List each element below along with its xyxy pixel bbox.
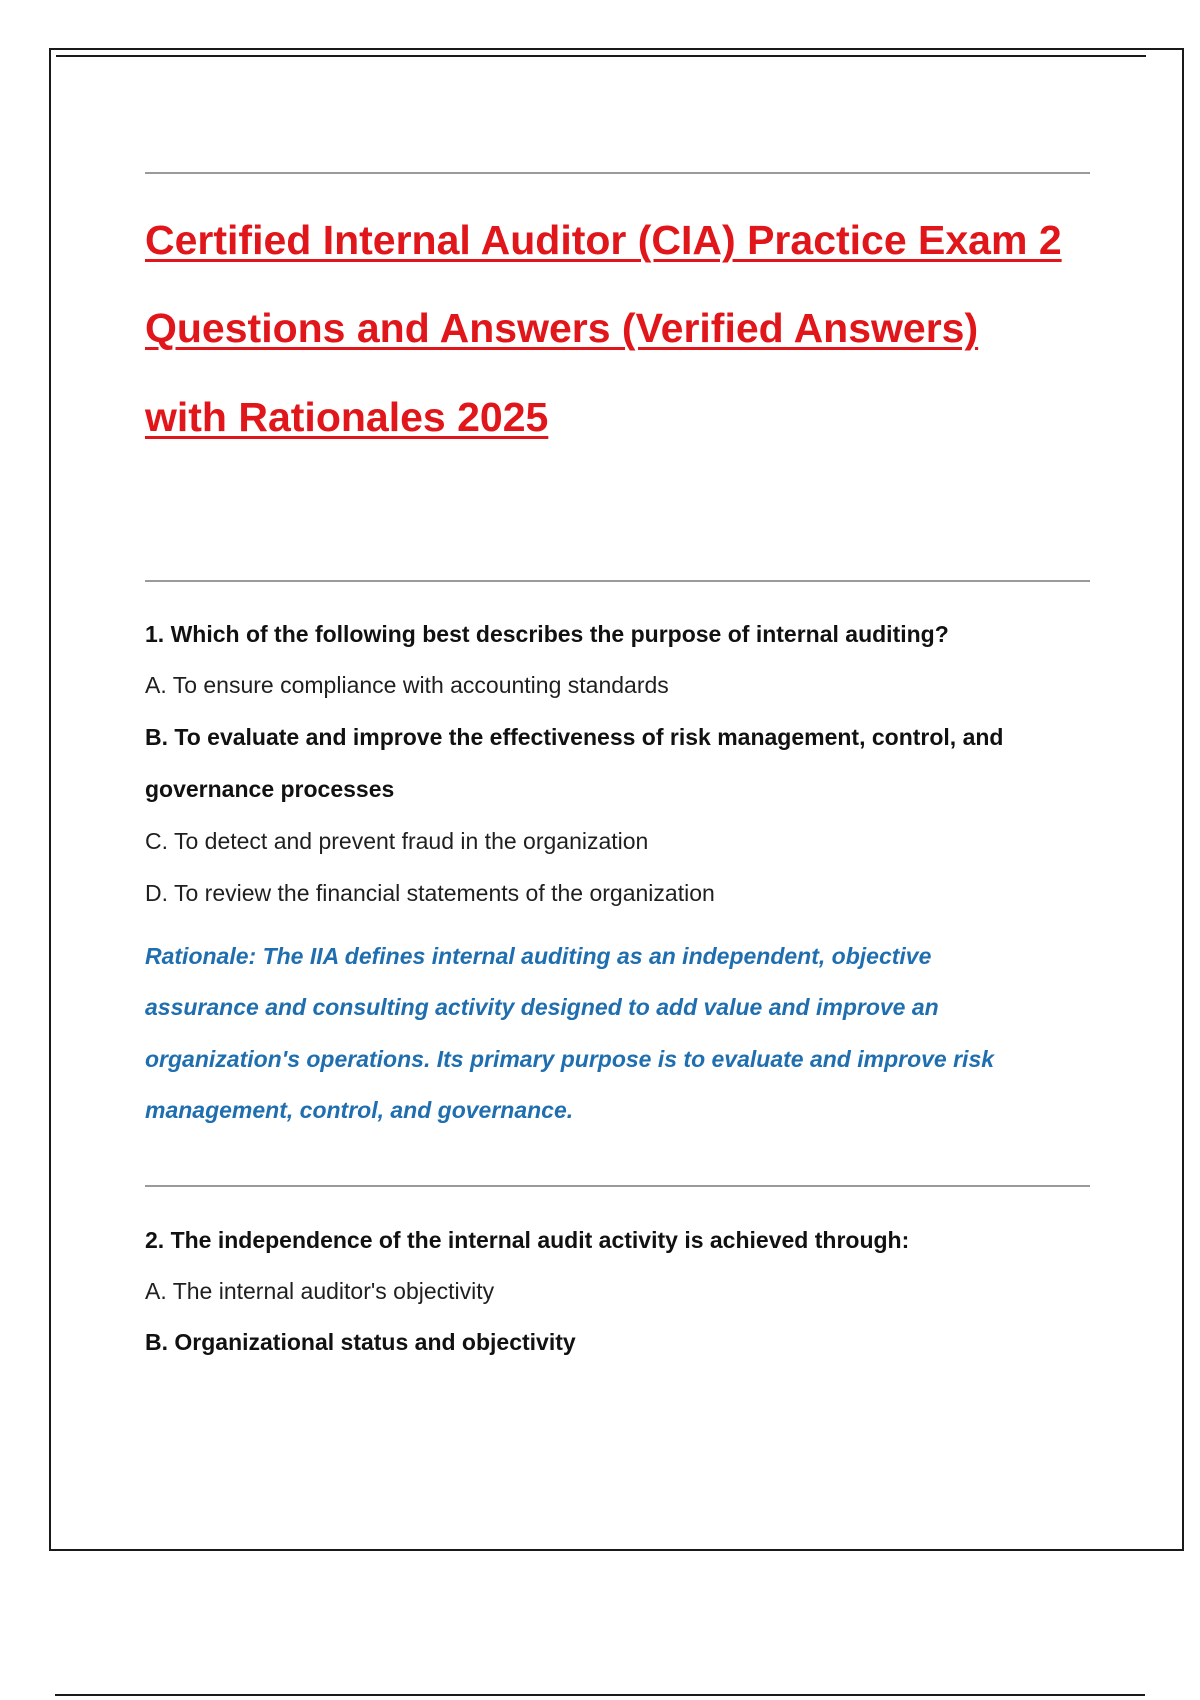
document-title-line-3: with Rationales 2025: [145, 394, 549, 440]
question-1-rationale-line-2: assurance and consulting activity designed to add value and improve an: [145, 994, 939, 1020]
question-1-option-d: D. To review the financial statements of the organization: [145, 880, 715, 906]
question-2-option-b: B. Organizational status and objectivity: [145, 1329, 576, 1355]
frame-top-rule: [56, 55, 1146, 57]
bottom-page-rule: [55, 1694, 1145, 1696]
title-top-divider: [145, 172, 1090, 174]
question-2-option-a: A. The internal auditor's objectivity: [145, 1278, 495, 1304]
question-1-text: 1. Which of the following best describes the purpose of internal auditing?: [145, 621, 949, 647]
question-1-rationale-line-3: organization's operations. Its primary purpose is to evaluate and improve risk: [145, 1046, 995, 1072]
document-title-line-1: Certified Internal Auditor (CIA) Practice Exam 2: [145, 217, 1062, 263]
question-1-option-a: A. To ensure compliance with accounting standards: [145, 672, 669, 698]
title-bottom-divider: [145, 580, 1090, 582]
question-1-rationale-line-1: Rationale: The IIA defines internal auditing as an independent, objective: [145, 943, 932, 969]
question-1-option-c: C. To detect and prevent fraud in the organization: [145, 828, 649, 854]
question-1-option-b-line-2: governance processes: [145, 776, 395, 802]
question-1-option-b-line-1: B. To evaluate and improve the effectiveness of risk management, control, and: [145, 724, 1004, 750]
document-title-line-2: Questions and Answers (Verified Answers): [145, 305, 979, 351]
question-2-text: 2. The independence of the internal audit activity is achieved through:: [145, 1227, 910, 1253]
question-1-rationale-line-4: management, control, and governance.: [145, 1097, 574, 1123]
question-divider: [145, 1185, 1090, 1187]
